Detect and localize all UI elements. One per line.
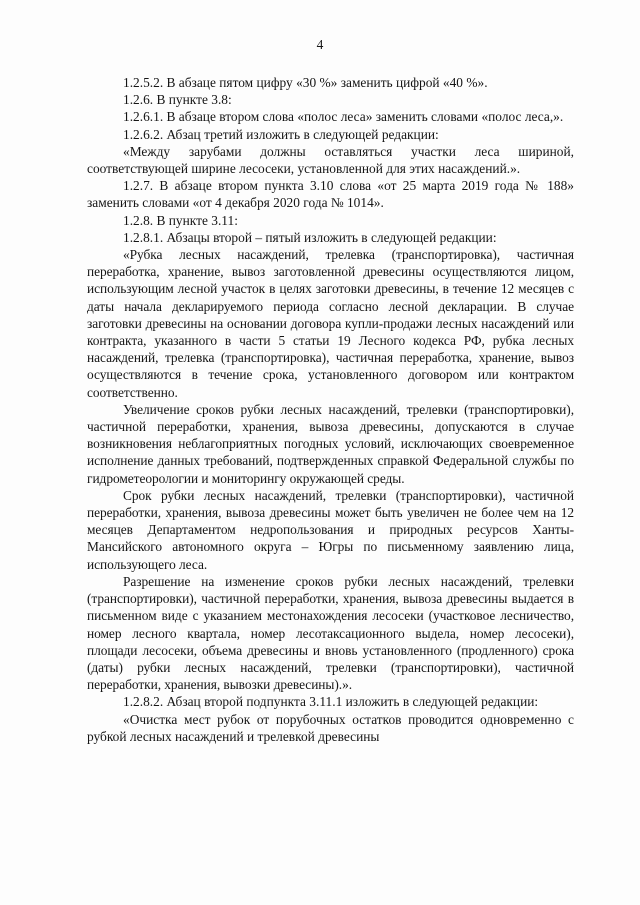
quoted-paragraph-zaruby: «Между зарубами должны оставляться участки леса шириной, соответствующей ширине лесосеки, установленной для этих насаждений.».: [87, 143, 574, 177]
paragraph-1-2-6: 1.2.6. В пункте 3.8:: [123, 92, 232, 108]
page-number: 4: [316, 37, 324, 52]
quoted-paragraph-rubka: «Рубка лесных насаждений, трелевка (транспортировка), частичная переработка, хранение, вывоз заготовленной древесины осуществляются лицом, использующим лесной участок в целях заготовки древесины, в течение 12 месяцев с даты начала декларируемого периода согласно лесной декларации. В случае заготовки древесины на основании договора купли-продажи лесных насаждений или контракта, указанного в части 5 статьи 19 Лесного кодекса РФ, рубка лесных насаждений, трелевка (транспортировка), частичная переработка, хранение, вывоз осуществляются в течение срока, установленного договором или контрактом соответственно.: [87, 247, 574, 400]
paragraph-1-2-8-1: 1.2.8.1. Абзацы второй – пятый изложить в следующей редакции:: [123, 229, 497, 245]
paragraph-uvelichenie-srokov: Увеличение сроков рубки лесных насаждений, трелевки (транспортировки), частичной переработки, хранения, вывоза древесины, допускаются в случае возникновения неблагоприятных погодных условий, исключающих своевременное исполнение данных требований, подтвержденных справкой Федеральной службы по гидрометеорологии и мониторингу окружающей среды.: [87, 401, 574, 486]
paragraph-1-2-6-1: 1.2.6.1. В абзаце втором слова «полос леса» заменить словами «полос леса,».: [123, 109, 564, 125]
paragraph-razreshenie: Разрешение на изменение сроков рубки лесных насаждений, трелевки (транспортировки), частичной переработки, хранения, вывоза древесины выдается в письменном виде с указанием местонахождения лесосеки (участковое лесничество, номер лесного квартала, номер лесотаксационного выдела, номер лесосеки), площади лесосеки, объема древесины и вновь установленного (продленного) срока (даты) рубки лесных насаждений, трелевки (транспортировки), частичной переработки, хранения, вывозки древесины).».: [87, 573, 574, 693]
paragraph-1-2-7: 1.2.7. В абзаце втором пункта 3.10 слова «от 25 марта 2019 года № 188» заменить словами «от 4 декабря 2020 года № 1014».: [87, 178, 574, 211]
paragraph-1-2-5-2: 1.2.5.2. В абзаце пятом цифру «30 %» заменить цифрой «40 %».: [123, 75, 488, 90]
document-body: [87, 74, 574, 745]
paragraph-srok-rubki: Срок рубки лесных насаждений, трелевки (транспортировки), частичной переработки, хранения, вывоза древесины может быть увеличен не более чем на 12 месяцев Департаментом недропользования и природных ресурсов Ханты-Мансийского автономного округа – Югры по письменному заявлению лица, использующего леса.: [87, 487, 574, 572]
paragraph-1-2-8: 1.2.8. В пункте 3.11:: [123, 212, 238, 228]
paragraph-1-2-6-2: 1.2.6.2. Абзац третий изложить в следующей редакции:: [123, 126, 439, 142]
quoted-paragraph-ochistka: «Очистка мест рубок от порубочных остатков проводится одновременно с рубкой лесных насаждений и трелевкой древесины: [87, 711, 574, 744]
paragraph-1-2-8-2: 1.2.8.2. Абзац второй подпункта 3.11.1 изложить в следующей редакции:: [123, 694, 539, 710]
